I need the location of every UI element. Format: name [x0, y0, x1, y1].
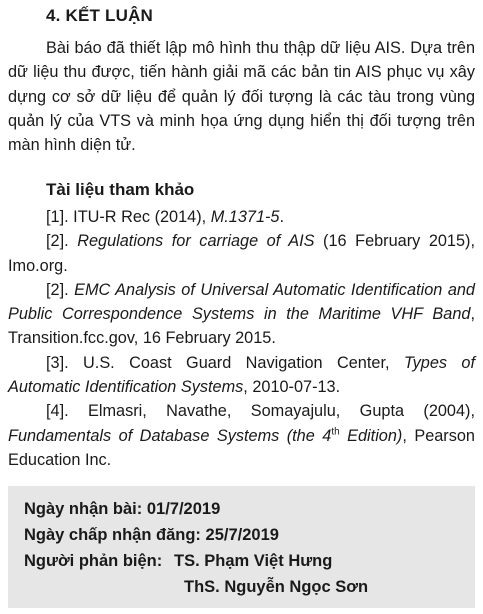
- reference-title: EMC Analysis of Universal Automatic Identification and Public Correspondence Systems in the Maritime VHF Band: [8, 280, 475, 324]
- reference-text: Elmasri, Navathe, Somayajulu, Gupta (2004),: [68, 402, 475, 421]
- references-heading: Tài liệu tham khảo: [46, 180, 195, 199]
- reference-title: M.1371-5: [210, 208, 280, 226]
- reference-text: .: [279, 208, 285, 226]
- reference-text: , 2010-07-13.: [243, 378, 341, 397]
- reference-number: [2].: [46, 280, 69, 299]
- reference-number: [1].: [46, 208, 69, 226]
- reviewer-label: Người phản biện:: [24, 552, 163, 570]
- reference-text: (16 February 2015), Imo.org.: [8, 232, 475, 275]
- conclusion-paragraph: Bài báo đã thiết lập mô hình thu thập dữ liệu AIS. Dựa trên dữ liệu thu được, tiến hành giải mã các bản tin AIS phục vụ xây dựng cơ sở dữ liệu để quản lý đối tượng là các tàu trong vùng quản lý của VTS và minh họa ứng dụng hiển thị đối tượng trên màn hình diện tử.: [8, 39, 475, 155]
- reference-number: [3].: [46, 353, 69, 372]
- conclusion-heading: 4. KẾT LUẬN: [46, 6, 154, 25]
- reference-item: [8, 229, 475, 278]
- reference-item: [8, 351, 475, 400]
- reference-text: U.S. Coast Guard Navigation Center,: [68, 353, 404, 372]
- reference-title: Types of Automatic Identification Systems: [8, 353, 475, 397]
- article-info-box: [8, 486, 475, 608]
- reference-item: [8, 278, 475, 351]
- reference-title: Regulations for carriage of AIS: [77, 232, 315, 251]
- reference-superscript: th: [331, 426, 340, 438]
- reference-text: [69, 232, 78, 250]
- reference-number: [4].: [46, 402, 69, 421]
- reference-item: [8, 205, 475, 229]
- reference-number: [2].: [46, 232, 69, 251]
- reference-title: Fundamentals of Database Systems (the 4: [8, 426, 332, 445]
- accepted-date: Ngày chấp nhận đăng: 25/7/2019: [24, 526, 279, 544]
- reviewer-name: TS. Phạm Việt Hưng: [174, 552, 333, 570]
- reviewer-name: ThS. Nguyễn Ngọc Sơn: [184, 578, 369, 596]
- reference-text: ITU-R Rec (2014),: [68, 208, 211, 226]
- reference-title: Edition): [339, 426, 403, 445]
- reference-text: , Transition.fcc.gov, 16 February 2015.: [8, 305, 475, 348]
- received-date: Ngày nhận bài: 01/7/2019: [24, 500, 221, 518]
- references-list: [8, 205, 475, 472]
- reference-text: , Pearson Education Inc.: [8, 426, 475, 469]
- reference-item: [8, 399, 475, 472]
